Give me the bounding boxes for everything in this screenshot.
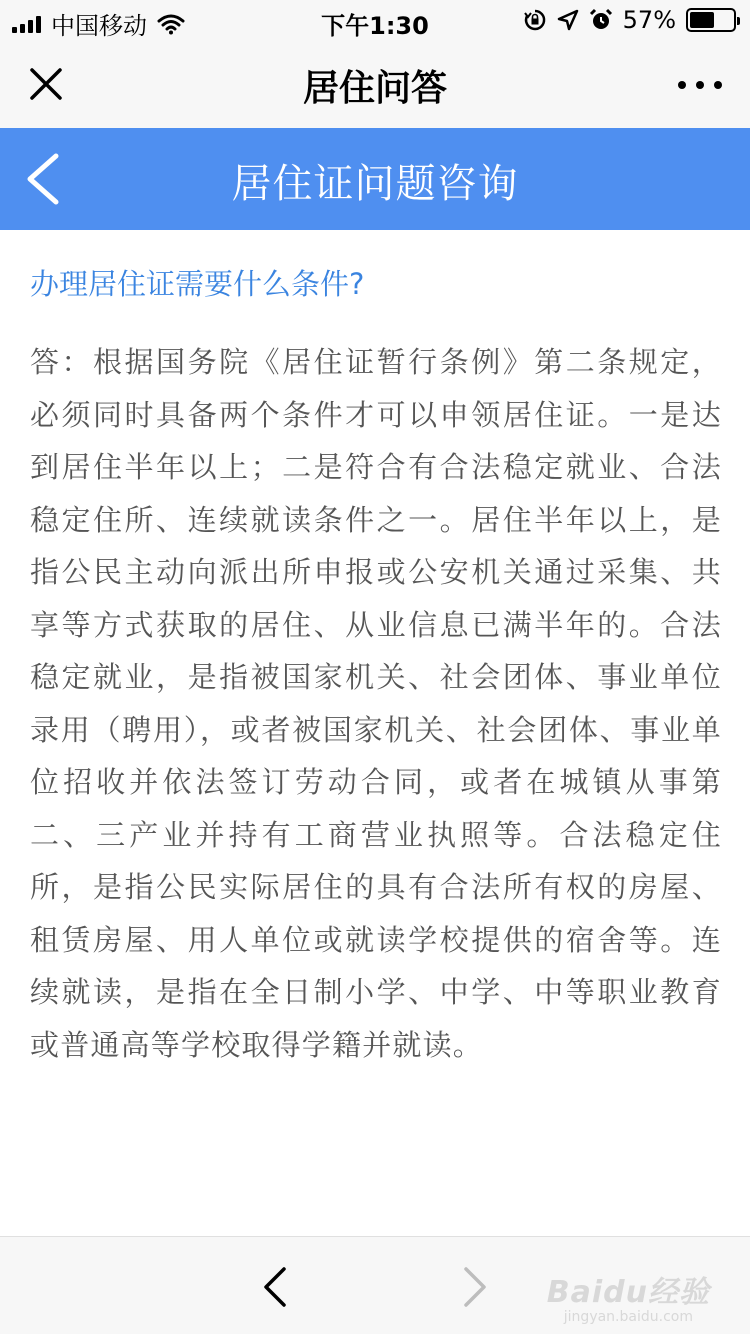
page-title: 居住证问题咨询 — [231, 161, 519, 207]
more-icon[interactable] — [670, 70, 730, 100]
carrier-label: 中国移动 — [51, 12, 147, 40]
orientation-lock-icon — [523, 8, 547, 32]
article-content — [30, 258, 722, 1071]
page-header — [0, 128, 750, 230]
status-bar — [0, 0, 750, 40]
question-heading: 办理居住证需要什么条件? — [30, 267, 365, 301]
battery-icon — [686, 8, 736, 32]
watermark-logo: Baidu经验 — [546, 1275, 710, 1310]
bottom-toolbar — [0, 1236, 750, 1334]
answer-text: 答：根据国务院《居住证暂行条例》第二条规定，必须同时具备两个条件才可以申领居住证。一是达到居住半年以上；二是符合有合法稳定就业、合法稳定住所、连续就读条件之一。居住半年以上，是指公民主动向派出所申报或公安机关通过采集、共享等方式获取的居住、从业信息已满半年的。合法稳定就业，是指被国家机关、社会团体、事业单位录用（聘用），或者被国家机关、社会团体、事业单位招收并依法签订劳动合同，或者在城镇从事第二、三产业并持有工商营业执照等。合法稳定住所，是指公民实际居住的具有合法所有权的房屋、租赁房屋、用人单位或就读学校提供的宿舍等。连续就读，是指在全日制小学、中学、中等职业教育或普通高等学校取得学籍并就读。 — [30, 345, 722, 1062]
more-button[interactable] — [670, 70, 730, 100]
forward-nav-button[interactable] — [452, 1265, 496, 1309]
chevron-left-icon[interactable] — [254, 1265, 298, 1309]
watermark-url: jingyan.baidu.com — [563, 1309, 693, 1325]
battery-fill — [690, 12, 714, 28]
nav-title: 居住问答 — [302, 68, 447, 109]
location-icon — [557, 9, 579, 31]
back-nav-button[interactable] — [254, 1265, 298, 1309]
alarm-icon — [589, 8, 613, 32]
battery-percent: 57% — [622, 6, 676, 34]
status-right — [523, 6, 736, 34]
chevron-right-icon[interactable] — [452, 1265, 496, 1309]
baidu-watermark — [547, 1267, 710, 1325]
status-time: 下午1:30 — [321, 12, 429, 40]
nav-bar — [0, 40, 750, 128]
